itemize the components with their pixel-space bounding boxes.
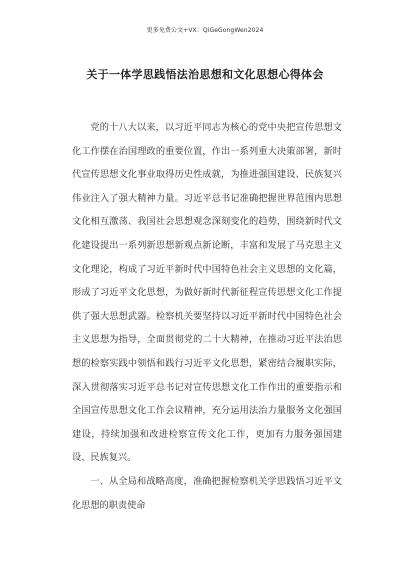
paragraph-section-heading: 一、从全局和战略高度，准确把握检察机关学思践悟习近平文化思想的职责使命: [72, 475, 342, 511]
header-promo-note: 更多免费公文+VX：QiGeGongWen2024: [146, 27, 264, 34]
document-title: 关于一体学思践悟法治思想和文化思想心得体会: [86, 68, 324, 81]
document-body: [72, 116, 342, 517]
paragraph-intro: 党的十八大以来，以习近平同志为核心的党中央把宣传思想文化工作摆在治国理政的重要位置，作出一系列重大决策部署，新时代宣传思想文化事业取得历史性成就，为推进强国建设、民族复兴伟业注入了强大精神力量。习近平总书记准确把握世界范围内思想文化相互激荡、我国社会思想观念深刻变化的趋势，围绕新时代文化建设提出一系列新思想新观点新论断，丰富和发展了马克思主义文化理论，构成了习近平新时代中国特色社会主义思想的文化篇，形成了习近平文化思想，为做好新时代新征程宣传思想文化工作提供了强大思想武器。检察机关要坚持以习近平新时代中国特色社会主义思想为指导，全面贯彻党的二十大精神，在推动习近平法治思想的检察实践中领悟和践行习近平文化思想，紧密结合履职实际，深入贯彻落实习近平总书记对宣传思想文化工作作出的重要指示和全国宣传思想文化工作会议精神，充分运用法治力量服务文化强国建设，持续加强和改进检察宣传文化工作，更加有力服务强国建设、民族复兴。: [72, 122, 342, 464]
